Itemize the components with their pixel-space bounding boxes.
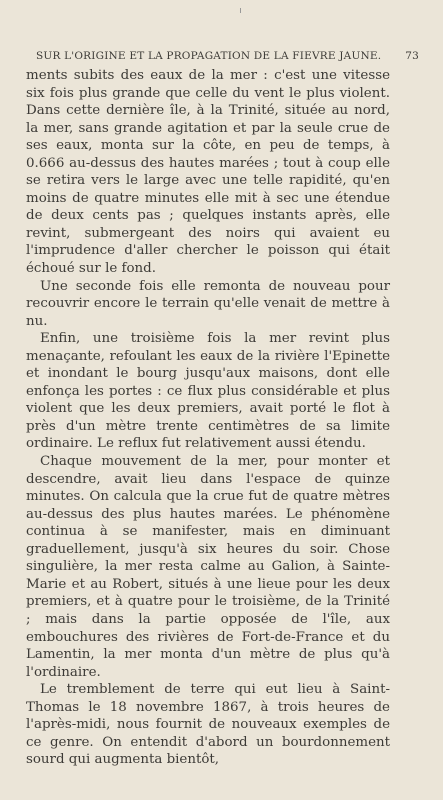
paragraph-1: ments subits des eaux de la mer : c'est une vitesse six fois plus grande que celle du vent le plus violent. Dans cette dernière île, à la Trinité, située au nord, la mer, sans grande agitation et par la seule crue de ses eaux, monta sur la côte, en peu de temps, à 0.666 au-dessus des hautes marées ; tout à coup elle se retira vers le large avec une telle rapidité, qu'en moins de quatre minutes elle mit à sec une étendue de deux cents pas ; quelques instants après, elle revint, submergeant des noirs qui avaient eu l'imprudence d'aller chercher le poisson qui était échoué sur le fond. [26, 68, 390, 277]
paragraph-4: Chaque mouvement de la mer, pour monter et descendre, avait lieu dans l'espace de quinze minutes. On calcula que la crue fut de quatre mètres au-dessus des plus hautes marées. Le phénomène continua à se manifester, mais en diminuant graduellement, jusqu'à six heures du soir. Chose singulière, la mer resta calme au Galion, à Sainte-Marie et au Robert, situés à une lieue pour les deux premiers, et à quatre pour le troisième, de la Trinité ; mais dans la partie opposée de l'île, aux embouchures des rivières de Fort-de-France et du Lamentin, la mer monta d'un mètre de plus qu'à l'ordinaire. [26, 454, 390, 680]
paragraph-3: Enfin, une troisième fois la mer revint plus menaçante, refoulant les eaux de la rivière l'Epinette et inondant le bourg jusqu'aux maisons, dont elle enfonça les portes : ce flux plus considérable et plus violent que les deux premiers, avait porté le flot à près d'un mètre trente centimètres de sa limite ordinaire. Le reflux fut relativement aussi étendu. [26, 331, 390, 452]
running-title: SUR L'ORIGINE ET LA PROPAGATION DE LA FIEVRE JAUNE. [36, 50, 382, 62]
paragraph-5: Le tremblement de terre qui eut lieu à Saint-Thomas le 18 novembre 1867, à trois heures de l'après-midi, nous fournit de nouveaux exemples de ce genre. On entendit d'abord un bourdonnement sourd qui augmenta bientôt, [26, 682, 390, 768]
margin-mark [240, 8, 241, 13]
running-header [26, 50, 419, 66]
page-number: 73 [405, 50, 419, 62]
paragraph-2: Une seconde fois elle remonta de nouveau pour recouvrir encore le terrain qu'elle venait de mettre à nu. [26, 278, 390, 329]
page-body [26, 67, 390, 769]
